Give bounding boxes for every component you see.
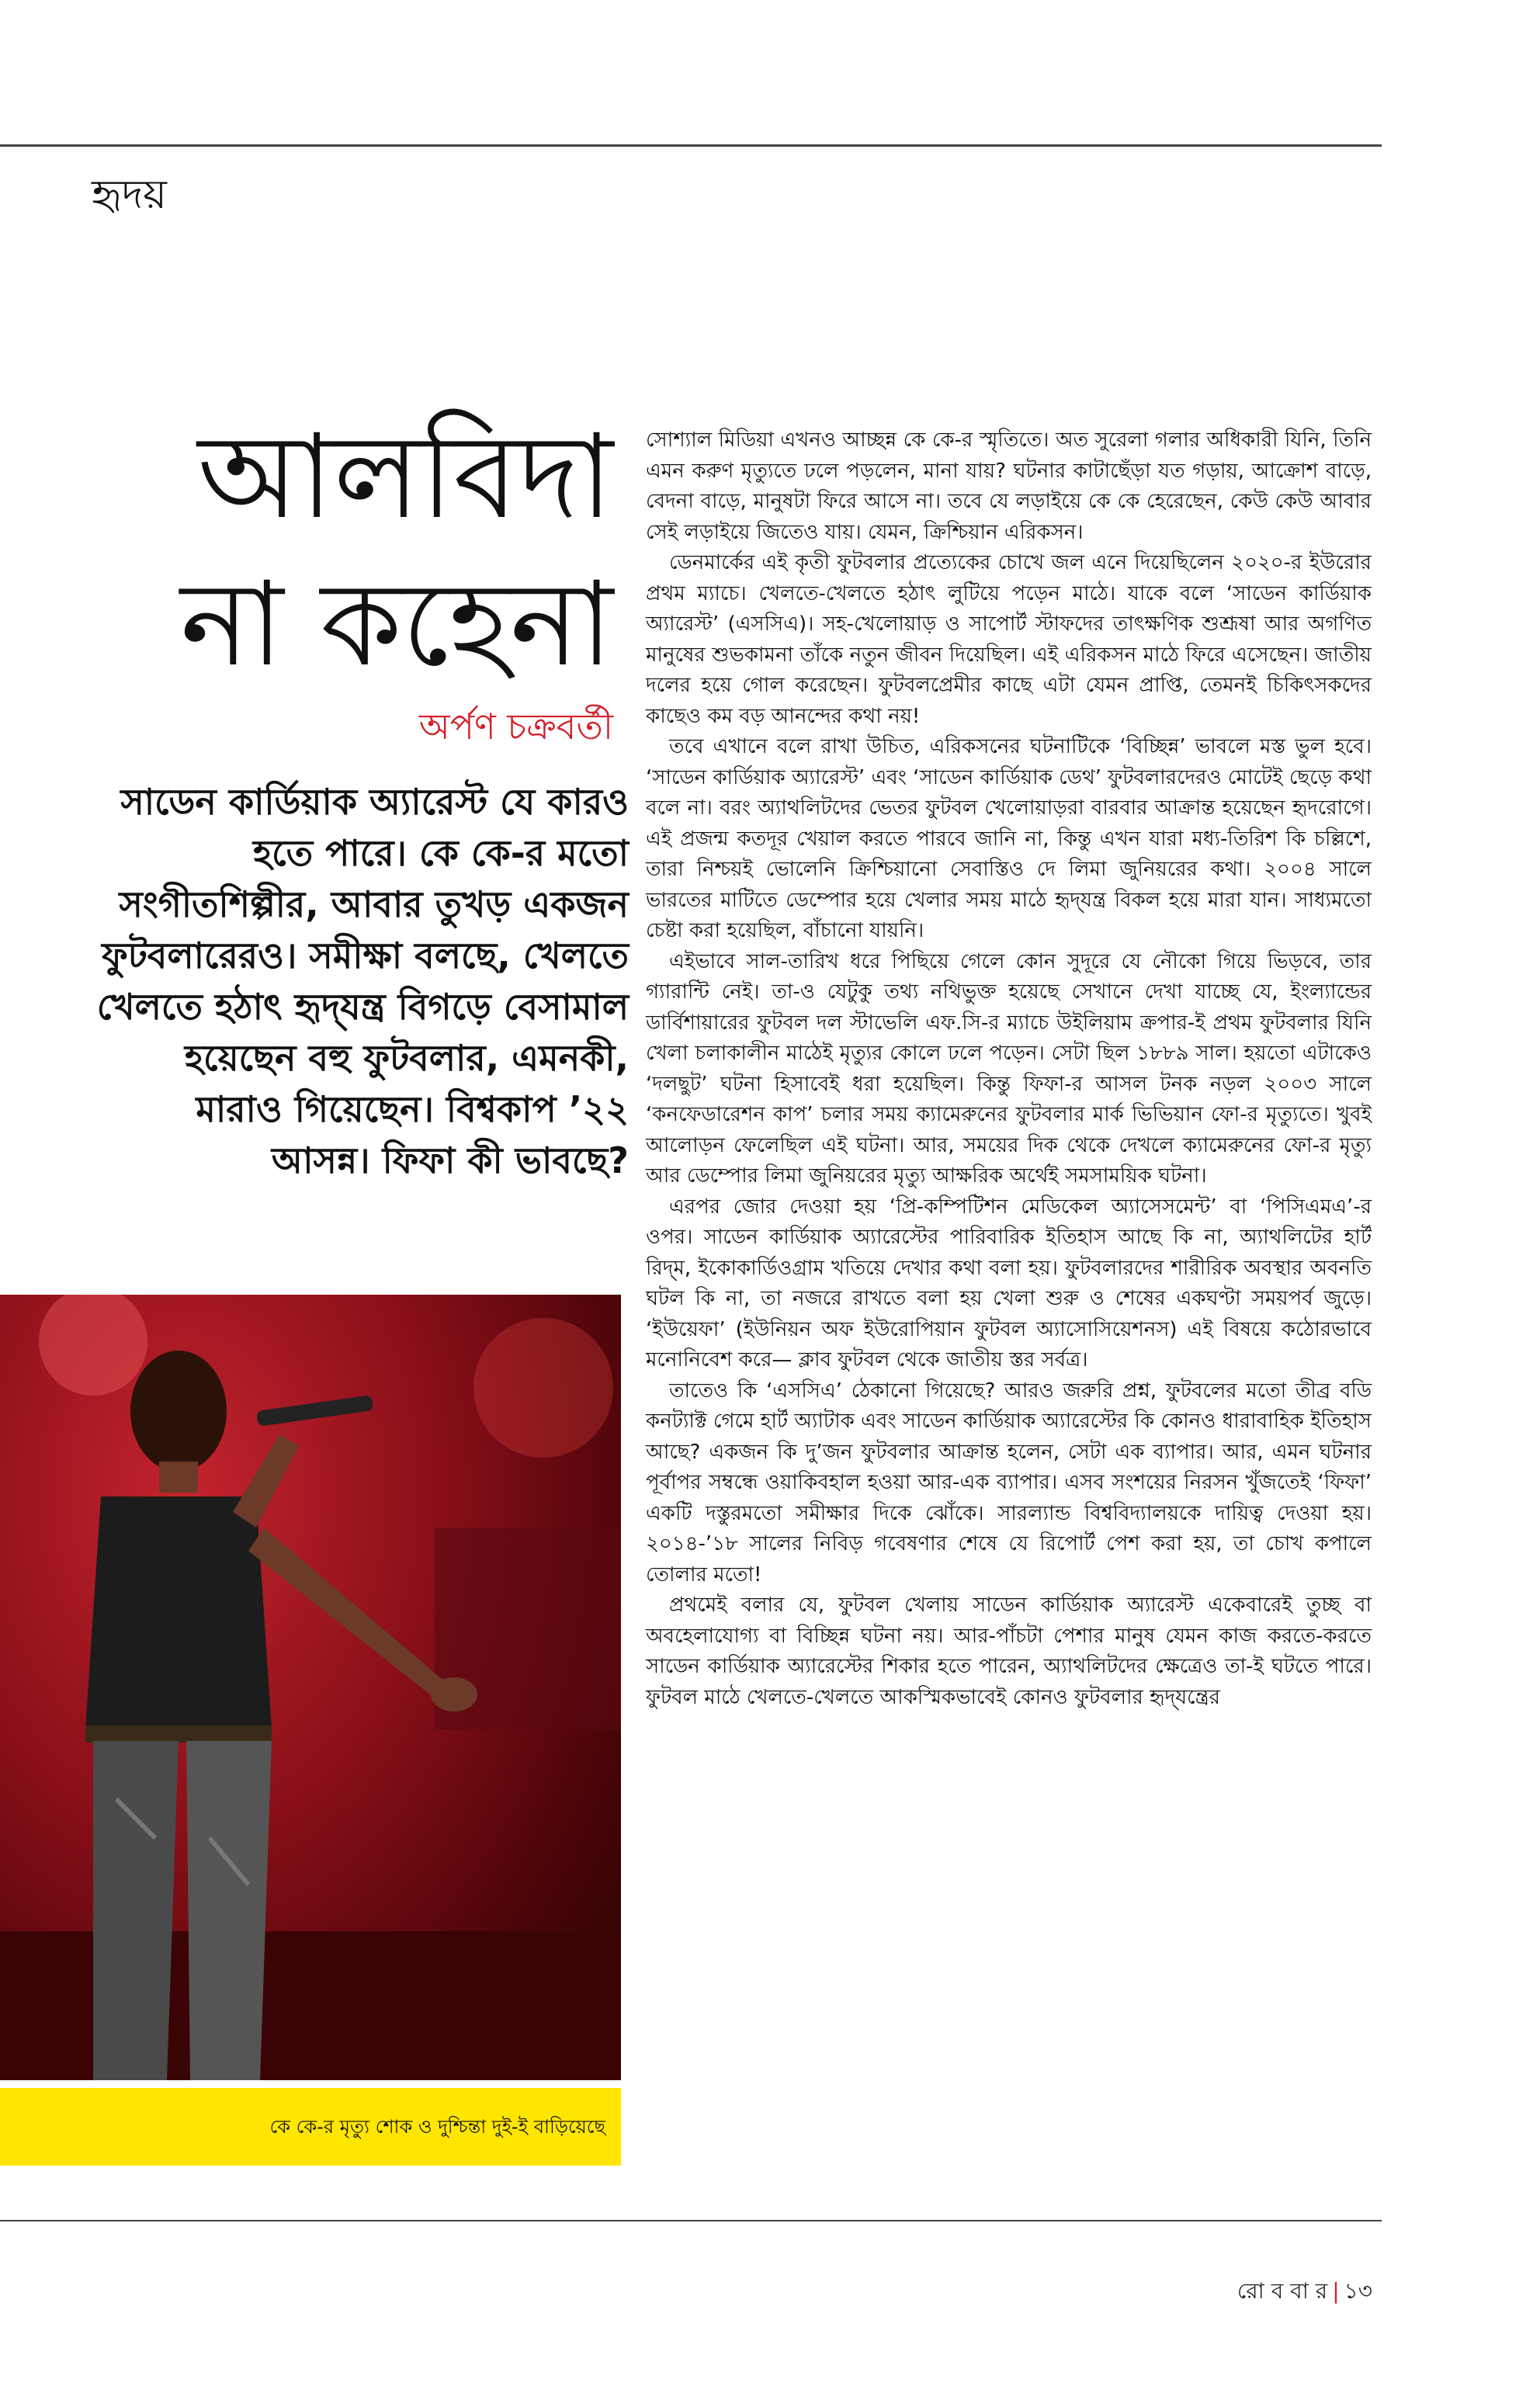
headline-line-1: আলবিদা	[197, 410, 613, 545]
body-paragraph-1: সোশ্যাল মিডিয়া এখনও আচ্ছন্ন কে কে-র স্মৃতিতে। অত সুরেলা গলার অধিকারী যিনি, তিনি এমন করুণ মৃত্যুতে ঢলে পড়লেন, মানা যায়? ঘটনার কাটাছেঁড়া যত গড়ায়, আক্রোশ বাড়ে, বেদনা বাড়ে, মানুষটা ফিরে আসে না। তবে যে লড়াইয়ে কে কে হেরেছেন, কেউ কেউ আবার সেই লড়াইয়ে জিতেও যায়। যেমন, ক্রিশ্চিয়ান এরিকসন।	[646, 428, 1372, 544]
page-footer	[1237, 2274, 1372, 2311]
standfirst: সাডেন কার্ডিয়াক অ্যারেস্ট যে কারও হতে পারে। কে কে-র মতো সংগীতশিল্পীর, আবার তুখড় একজন ফুটবলারেরও। সমীক্ষা বলছে, খেলতে খেলতে হঠাৎ হৃদ্‌যন্ত্র বিগড়ে বেসামাল হয়েছেন বহু ফুটবলার, এমনকী, মারাও গিয়েছেন। বিশ্বকাপ ’২২ আসন্ন। ফিফা কী ভাবছে?	[96, 781, 629, 1181]
article-body	[646, 425, 1372, 1713]
body-paragraph-6: তাতেও কি ‘এসসিএ’ ঠেকানো গিয়েছে? আরও জরুরি প্রশ্ন, ফুটবলের মতো তীব্র বডি কনট্যাক্ট গেমে হার্ট অ্যাটাক এবং সাডেন কার্ডিয়াক অ্যারেস্টের কি কোনও ধারাবাহিক ইতিহাস আছে? একজন কি দু’জন ফুটবলার আক্রান্ত হলেন, সেটা এক ব্যাপার। আর, এমন ঘটনার পূর্বাপর সম্বন্ধে ওয়াকিবহাল হওয়া আর-এক ব্যাপার। এসব সংশয়ের নিরসন খুঁজতেই ‘ফিফা’ একটি দস্তুরমতো সমীক্ষার দিকে ঝোঁকে। সারল্যান্ড বিশ্ববিদ্যালয়কে দায়িত্ব দেওয়া হয়। ২০১৪-’১৮ সালের নিবিড় গবেষণার শেষে যে রিপোর্ট পেশ করা হয়, তা চোখ কপালে তোলার মতো!	[646, 1379, 1372, 1587]
singer-illustration	[0, 1295, 621, 2080]
body-paragraph-2: ডেনমার্কের এই কৃতী ফুটবলার প্রত্যেকের চোখে জল এনে দিয়েছিলেন ২০২০-র ইউরোর প্রথম ম্যাচে। খেলতে-খেলতে হঠাৎ লুটিয়ে পড়েন মাঠে। যাকে বলে ‘সাডেন কার্ডিয়াক অ্যারেস্ট’ (এসসিএ)। সহ-খেলোয়াড় ও সাপোর্ট স্টাফদের তাৎক্ষণিক শুশ্রূষা আর অগণিত মানুষের শুভকামনা তাঁকে নতুন জীবন দিয়েছিল। এই এরিকসন মাঠে ফিরে এসেছেন। জাতীয় দলের হয়ে গোল করেছেন। ফুটবলপ্রেমীর কাছে এটা যেমন প্রাপ্তি, তেমনই চিকিৎসকদের কাছেও কম বড় আনন্দের কথা নয়!	[646, 551, 1372, 728]
headline	[116, 404, 613, 699]
headline-line-2: না কহেনা	[180, 557, 613, 692]
photo-caption: কে কে-র মৃত্যু শোক ও দুশ্চিন্তা দুই-ই বাড়িয়েছে	[0, 2088, 621, 2166]
magazine-name: রো ব বা র	[1237, 2278, 1328, 2304]
body-paragraph-3: তবে এখানে বলে রাখা উচিত, এরিকসনের ঘটনাটিকে ‘বিচ্ছিন্ন’ ভাবলে মস্ত ভুল হবে। ‘সাডেন কার্ডিয়াক অ্যারেস্ট’ এবং ‘সাডেন কার্ডিয়াক ডেথ’ ফুটবলারদেরও মোটেই ছেড়ে কথা বলে না। বরং অ্যাথলিটদের ভেতর ফুটবল খেলোয়াড়রা বারবার আক্রান্ত হয়েছেন হৃদরোগে। এই প্রজন্ম কতদূর খেয়াল করতে পারবে জানি না, কিন্তু এখন যারা মধ্য-তিরিশ কি চল্লিশে, তারা নিশ্চয়ই ভোলেনি ক্রিশ্চিয়ানো সেবাস্তিও দে লিমা জুনিয়রের কথা। ২০০৪ সালে ভারতের মাটিতে ডেম্পোর হয়ে খেলার সময় মাঠে হৃদ্‌যন্ত্র বিকল হয়ে মারা যান। সাধ্যমতো চেষ্টা করা হয়েছিল, বাঁচানো যায়নি।	[646, 735, 1372, 942]
top-rule	[0, 144, 1382, 147]
bottom-rule	[0, 2220, 1382, 2221]
body-paragraph-4: এইভাবে সাল-তারিখ ধরে পিছিয়ে গেলে কোন সুদূরে যে নৌকো গিয়ে ভিড়বে, তার গ্যারান্টি নেই। তা-ও যেটুকু তথ্য নথিভুক্ত হয়েছে সেখানে দেখা যাচ্ছে যে, ইংল্যান্ডের ডার্বিশায়ারের ফুটবল দল স্টাভেলি এফ.সি-র ম্যাচে উইলিয়াম ক্রপার-ই প্রথম ফুটবলার যিনি খেলা চলাকালীন মাঠেই মৃত্যুর কোলে ঢলে পড়েন। সেটা ছিল ১৮৮৯ সাল। হয়তো এটাকেও ‘দলছুট’ ঘটনা হিসাবেই ধরা হয়েছিল। কিন্তু ফিফা-র আসল টনক নড়ল ২০০৩ সালে ‘কনফেডারেশন কাপ’ চলার সময় ক্যামেরুনের ফুটবলার মার্ক ভিভিয়ান ফো-র মৃত্যুতে। খুবই আলোড়ন ফেলেছিল এই ঘটনা। আর, সময়ের দিক থেকে দেখলে ক্যামেরুনের ফো-র মৃত্যু আর ডেম্পোর লিমা জুনিয়রের মৃত্যু আক্ষরিক অর্থেই সমসাময়িক ঘটনা।	[646, 949, 1372, 1188]
body-paragraph-7: প্রথমেই বলার যে, ফুটবল খেলায় সাডেন কার্ডিয়াক অ্যারেস্ট একেবারেই তুচ্ছ বা অবহেলাযোগ্য বা বিচ্ছিন্ন ঘটনা নয়। আর-পাঁচটা পেশার মানুষ যেমন কাজ করতে-করতে সাডেন কার্ডিয়াক অ্যারেস্টের শিকার হতে পারেন, অ্যাথলিটদের ক্ষেত্রেও তা-ই ঘটতে পারে। ফুটবল মাঠে খেলতে-খেলতে আকস্মিকভাবেই কোনও ফুটবলার হৃদ্‌যন্ত্রের	[646, 1594, 1372, 1709]
page-number: ১৩	[1344, 2278, 1372, 2304]
footer-separator: |	[1332, 2278, 1340, 2304]
singer-photo	[0, 1295, 621, 2080]
body-paragraph-5: এরপর জোর দেওয়া হয় ‘প্রি-কম্পিটিশন মেডিকেল অ্যাসেসমেন্ট’ বা ‘পিসিএমএ’-র ওপর। সাডেন কার্ডিয়াক অ্যারেস্টের পারিবারিক ইতিহাস আছে কি না, অ্যাথলিটের হার্ট রিদ্‌ম, ইকোকার্ডিওগ্রাম খতিয়ে দেখার কথা বলা হয়। ফুটবলারদের শারীরিক অবস্থার অবনতি ঘটল কি না, তা নজরে রাখতে বলা হয় খেলা শুরু ও শেষের একঘণ্টা সময়পর্ব জুড়ে। ‘ইউয়েফা’ (ইউনিয়ন অফ ইউরোপিয়ান ফুটবল অ্যাসোসিয়েশনস) এই বিষয়ে কঠোরভাবে মনোনিবেশ করে— ক্লাব ফুটবল থেকে জাতীয় স্তর সর্বত্র।	[646, 1195, 1372, 1372]
section-label: হৃদয়	[92, 172, 167, 218]
byline: অর্পণ চক্রবর্তী	[418, 706, 613, 747]
